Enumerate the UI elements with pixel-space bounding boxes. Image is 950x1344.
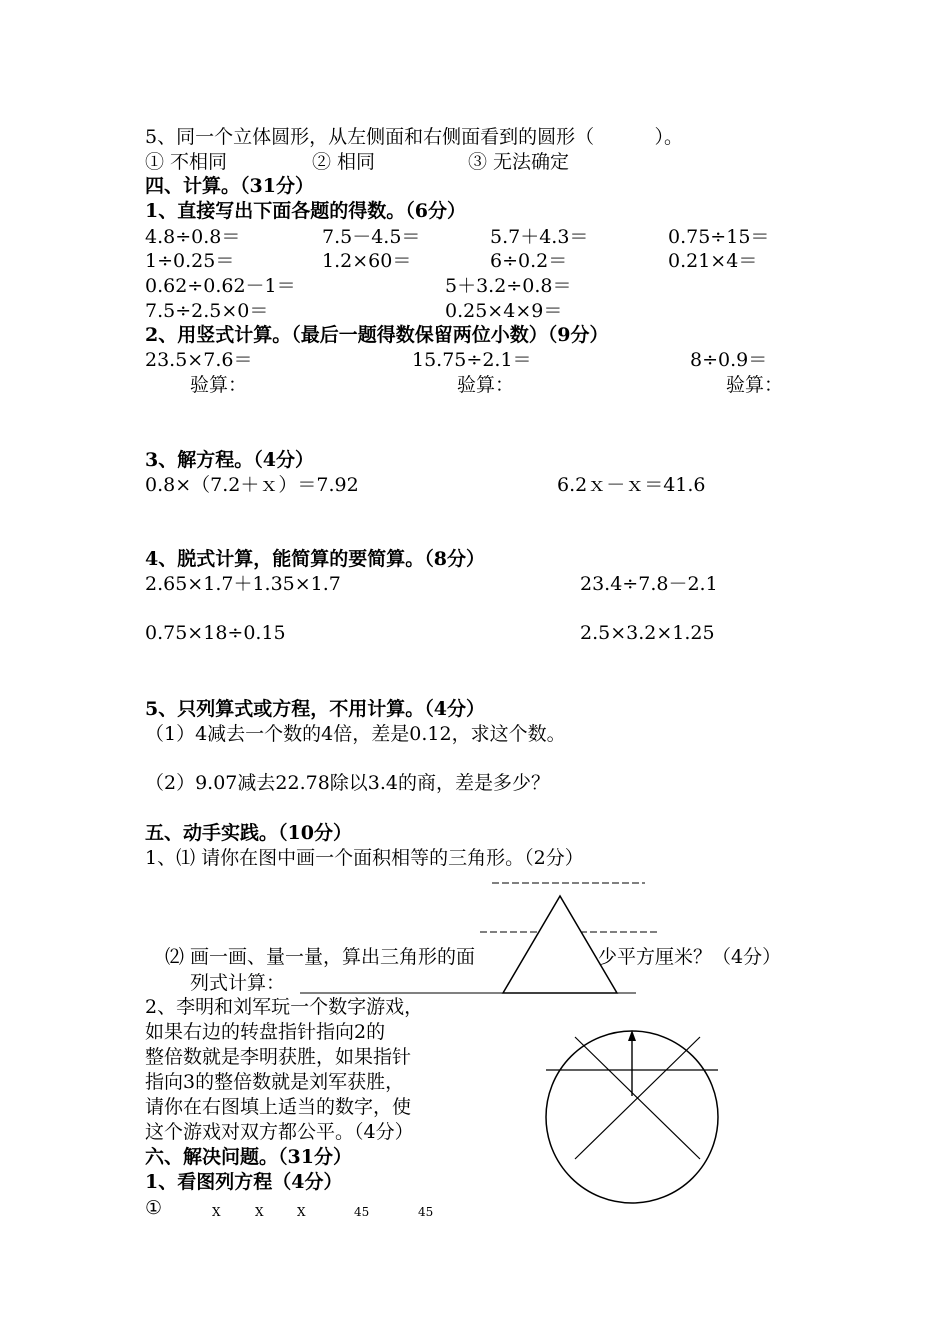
calc-item: 0.25×4×9＝ xyxy=(445,300,563,322)
section-4-title: 四、计算。（31分） xyxy=(145,175,314,197)
vertical-calc-item: 23.5×7.6＝ xyxy=(145,349,253,371)
calc-item: 6÷0.2＝ xyxy=(490,250,568,272)
game-question-line: 请你在右图填上适当的数字，使 xyxy=(145,1096,412,1118)
calc-item: 4.8÷0.8＝ xyxy=(145,226,241,248)
option-1: ① 不相同 xyxy=(145,151,228,173)
calc-item: 1÷0.25＝ xyxy=(145,250,235,272)
figure-label: X xyxy=(212,1205,221,1219)
check-label: 验算： xyxy=(457,374,515,396)
game-question-line: 指向3的整倍数就是刘军获胜， xyxy=(145,1071,405,1093)
part-3-title: 3、解方程。（4分） xyxy=(145,449,314,471)
figure-marker: ① xyxy=(145,1197,163,1219)
option-3: ③ 无法确定 xyxy=(468,151,570,173)
figure-label: X xyxy=(297,1205,306,1219)
calc-item: 7.5÷2.5×0＝ xyxy=(145,300,269,322)
check-label: 验算： xyxy=(190,374,248,396)
figure-label: 45 xyxy=(418,1205,434,1219)
part-4-title: 4、脱式计算，能简算的要简算。（8分） xyxy=(145,548,485,570)
triangle-shape xyxy=(503,896,617,993)
calc-item: 0.62÷0.62－1＝ xyxy=(145,275,296,297)
vertical-calc-item: 15.75÷2.1＝ xyxy=(412,349,532,371)
stepwise-calc-item: 2.65×1.7＋1.35×1.7 xyxy=(145,573,341,595)
part-6-1-title: 1、看图列方程（4分） xyxy=(145,1171,343,1193)
part-5-title: 5、只列算式或方程，不用计算。（4分） xyxy=(145,698,485,720)
part-1-title: 1、直接写出下面各题的得数。（6分） xyxy=(145,200,466,222)
section-5-title: 五、动手实践。（10分） xyxy=(145,822,352,844)
game-question-line: 这个游戏对双方都公平。（4分） xyxy=(145,1121,414,1143)
section-6-title: 六、解决问题。（31分） xyxy=(145,1146,352,1168)
calc-item: 5＋3.2÷0.8＝ xyxy=(445,275,572,297)
question-5-line: 5、同一个立体圆形，从左侧面和右侧面看到的圆形（ ）。 xyxy=(145,126,683,148)
word-problem-2: （2）9.07减去22.78除以3.4的商，差是多少？ xyxy=(145,772,551,794)
stepwise-calc-item: 0.75×18÷0.15 xyxy=(145,622,286,644)
word-problem-1: （1）4减去一个数的4倍，差是0.12，求这个数。 xyxy=(145,723,566,745)
game-question-line: 如果右边的转盘指针指向2的 xyxy=(145,1021,386,1043)
game-question-line: 2、李明和刘军玩一个数字游戏， xyxy=(145,996,424,1018)
formula-label: 列式计算： xyxy=(190,972,286,994)
part-2-title: 2、用竖式计算。（最后一题得数保留两位小数）（9分） xyxy=(145,324,609,346)
draw-question-2-left: ⑵ 画一画、量一量，算出三角形的面 xyxy=(165,946,476,968)
draw-question-1: 1、⑴ 请你在图中画一个面积相等的三角形。（2分） xyxy=(145,847,584,869)
draw-question-2-right: 少平方厘米？（4分） xyxy=(598,946,782,968)
vertical-calc-item: 8÷0.9＝ xyxy=(690,349,768,371)
game-question-line: 整倍数就是李明获胜，如果指针 xyxy=(145,1046,412,1068)
calc-item: 5.7＋4.3＝ xyxy=(490,226,589,248)
calc-item: 1.2×60＝ xyxy=(322,250,412,272)
option-2: ② 相同 xyxy=(312,151,376,173)
equation-item: 6.2ｘ－ｘ＝41.6 xyxy=(557,474,706,496)
calc-item: 0.75÷15＝ xyxy=(668,226,770,248)
calc-item: 7.5－4.5＝ xyxy=(322,226,421,248)
stepwise-calc-item: 23.4÷7.8－2.1 xyxy=(580,573,718,595)
stepwise-calc-item: 2.5×3.2×1.25 xyxy=(580,622,715,644)
check-label: 验算： xyxy=(726,374,784,396)
calc-item: 0.21×4＝ xyxy=(668,250,758,272)
figure-label: 45 xyxy=(354,1205,370,1219)
equation-item: 0.8×（7.2＋ｘ）＝7.92 xyxy=(145,474,359,496)
figure-label: X xyxy=(255,1205,264,1219)
